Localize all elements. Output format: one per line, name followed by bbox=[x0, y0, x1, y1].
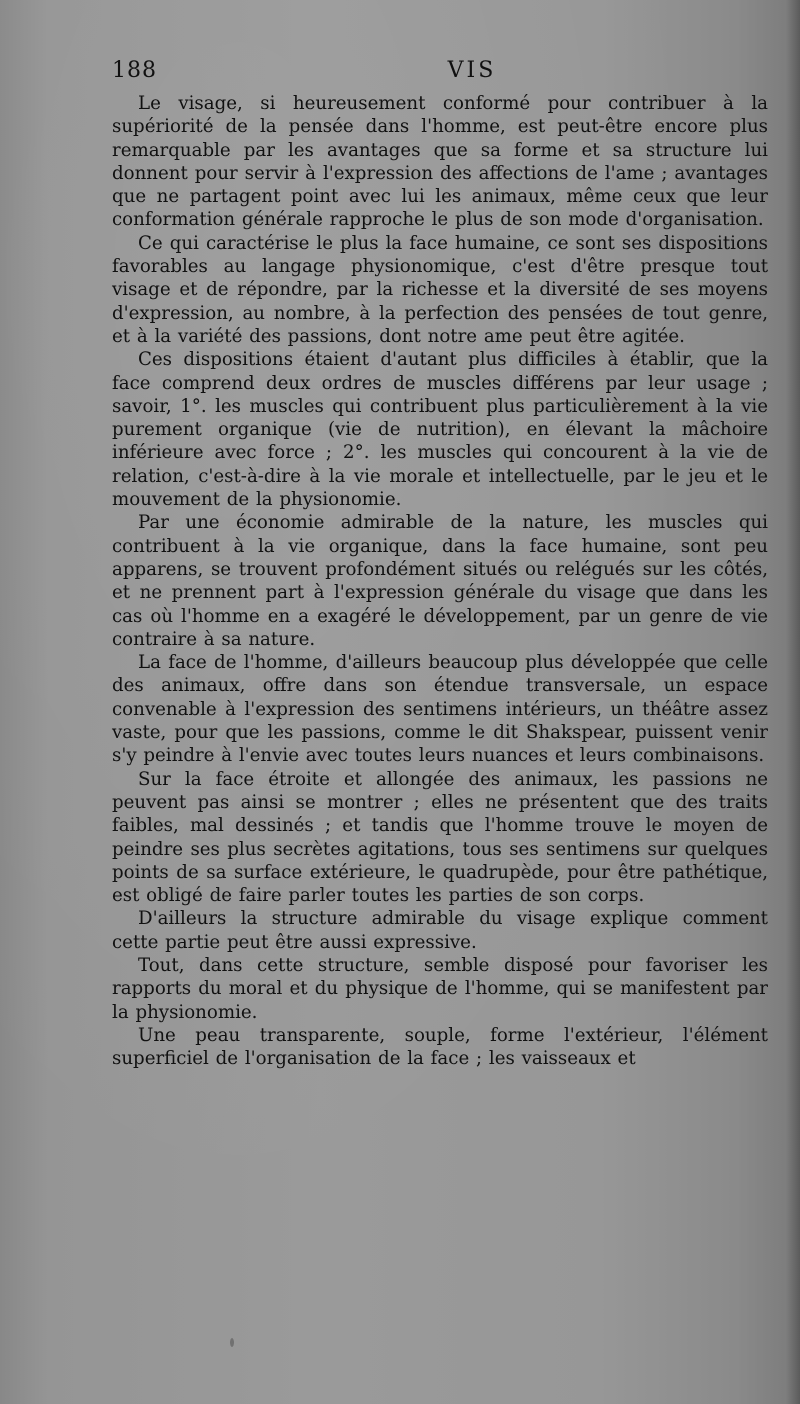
body-text bbox=[112, 92, 768, 1070]
paragraph: Tout, dans cette structure, semble disposé pour favoriser les rapports du moral et du physique de l'homme, qui se manifestent par la physionomie. bbox=[112, 954, 768, 1023]
page-header bbox=[112, 58, 772, 92]
paragraph: Le visage, si heureusement conformé pour contribuer à la supériorité de la pensée dans l'homme, est peut-être encore plus remarquable par les avantages que sa forme et sa structure lui donnent pour servir à l'expression des affections de l'ame ; avantages que ne partagent point avec lui les animaux, même ceux que leur conformation générale rapproche le plus de son mode d'organisation. bbox=[112, 93, 768, 231]
paragraph: Par une économie admirable de la nature, les muscles qui contribuent à la vie organique, dans la face humaine, sont peu apparens, se trouvent profondément situés ou relégués sur les côtés, et ne prennent part à l'expression générale du visage que dans les cas où l'homme en a exagéré le développement, par un genre de vie contraire à sa nature. bbox=[112, 512, 768, 650]
paragraph: D'ailleurs la structure admirable du visage explique comment cette partie peut être aussi expressive. bbox=[112, 908, 768, 953]
paragraph: La face de l'homme, d'ailleurs beaucoup plus développée que celle des animaux, offre dans son étendue transversale, un espace convenable à l'expression des sentimens intérieurs, un théâtre assez vaste, pour que les passions, comme le dit Shakspear, puissent venir s'y peindre à l'envie avec toutes leurs nuances et leurs combinaisons. bbox=[112, 652, 768, 767]
running-head: VIS bbox=[447, 58, 497, 83]
paragraph: Ces dispositions étaient d'autant plus difficiles à établir, que la face comprend deux ordres de muscles différens par leur usage ; savoir, 1°. les muscles qui contribuent plus particulièrement à la vie purement organique (vie de nutrition), en élevant la mâchoire inférieure avec force ; 2°. les muscles qui concourent à la vie de relation, c'est-à-dire à la vie morale et intellectuelle, par le jeu et le mouvement de la physionomie. bbox=[112, 349, 768, 511]
paragraph: Sur la face étroite et allongée des animaux, les passions ne peuvent pas ainsi se montrer ; elles ne présentent que des traits faibles, mal dessinés ; et tandis que l'homme trouve le moyen de peindre ses plus secrètes agitations, tous ses sentimens sur quelques points de sa surface extérieure, le quadrupède, pour être pathétique, est obligé de faire parler toutes les parties de son corps. bbox=[112, 768, 768, 907]
page-number: 188 bbox=[112, 58, 157, 83]
paragraph: Ce qui caractérise le plus la face humaine, ce sont ses dispositions favorables au langage physionomique, c'est d'être presque tout visage et de répondre, par la richesse et la diversité de ses moyens d'expression, au nombre, à la perfection des pensées de tout genre, et à la variété des passions, dont notre ame peut être agitée. bbox=[112, 232, 768, 347]
paragraph: Une peau transparente, souple, forme l'extérieur, l'élément superficiel de l'organisation de la face ; les vaisseaux et bbox=[112, 1024, 768, 1070]
ink-speck bbox=[230, 1338, 234, 1347]
page-edge-shadow bbox=[786, 0, 800, 1404]
